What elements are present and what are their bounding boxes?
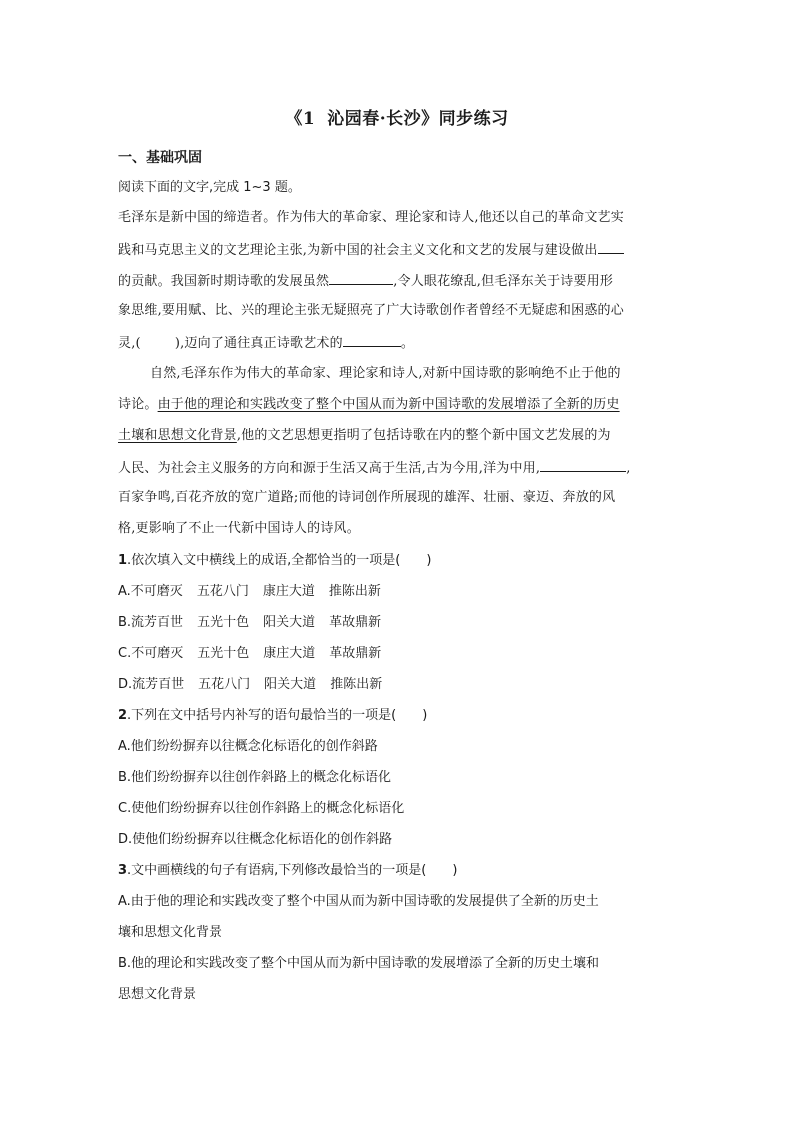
question-text: .下列在文中括号内补写的语句最恰当的一项是( ) <box>127 708 428 723</box>
underlined-sentence: 由于他的理论和实践改变了整个中国从而为新中国诗歌的发展增添了全新的历史 <box>157 397 620 412</box>
option-term: 革故鼎新 <box>329 646 382 661</box>
answer-option[interactable]: D.使他们纷纷摒弃以往概念化标语化的创作斜路 <box>118 832 393 847</box>
passage-line <box>118 332 414 354</box>
passage-line: 百家争鸣,百花齐放的宽广道路;而他的诗词创作所展现的雄浑、壮丽、豪迈、奔放的风 <box>118 490 616 505</box>
answer-option-line[interactable]: A.由于他的理论和实践改变了整个中国从而为新中国诗歌的发展提供了全新的历史土 <box>118 894 599 909</box>
option-term: B.流芳百世 <box>118 615 184 630</box>
passage-line <box>118 270 613 292</box>
passage-text: ),迈向了通往真正诗歌艺术的 <box>174 336 343 351</box>
fill-blank[interactable] <box>598 239 624 254</box>
title-number: 《1 <box>285 109 316 129</box>
passage-text: 灵,( <box>118 336 141 351</box>
answer-option-line[interactable]: 壤和思想文化背景 <box>118 925 223 940</box>
question-stem <box>118 861 457 881</box>
question-text: .文中画横线的句子有语病,下列修改最恰当的一项是( ) <box>127 863 458 878</box>
option-term: A.不可磨灭 <box>118 584 183 599</box>
passage-line: 毛泽东是新中国的缔造者。作为伟大的革命家、理论家和诗人,他还以自己的革命文艺实 <box>118 210 624 225</box>
passage-text: 人民、为社会主义服务的方向和源于生活又高于生活,古为今用,洋为中用, <box>118 461 541 476</box>
passage-text: 的贡献。我国新时期诗歌的发展虽然 <box>118 274 330 289</box>
passage-text: 践和马克思主义的文艺理论主张,为新中国的社会主义文化和文艺的发展与建设做出 <box>118 243 598 258</box>
answer-option[interactable]: C.使他们纷纷摒弃以往创作斜路上的概念化标语化 <box>118 801 405 816</box>
answer-option[interactable]: A.他们纷纷摒弃以往概念化标语化的创作斜路 <box>118 739 378 754</box>
option-term: 推陈出新 <box>328 584 381 599</box>
question-text: .依次填入文中横线上的成语,全都恰当的一项是( ) <box>127 553 432 568</box>
option-term: 阳关大道 <box>264 677 317 692</box>
passage-line <box>118 426 611 446</box>
question-number: 1 <box>118 553 128 568</box>
fill-blank[interactable] <box>540 457 626 472</box>
answer-option[interactable] <box>118 613 381 633</box>
option-term: 阳关大道 <box>263 615 316 630</box>
option-term: 五光十色 <box>197 646 250 661</box>
passage-text: 诗论。 <box>118 397 158 412</box>
question-stem <box>118 706 427 726</box>
option-term: D.流芳百世 <box>118 677 185 692</box>
passage-line <box>118 457 631 479</box>
passage-text: ,令人眼花缭乱,但毛泽东关于诗要用形 <box>393 274 614 289</box>
answer-option[interactable] <box>118 675 382 695</box>
page-title <box>0 104 794 129</box>
passage-text: , <box>626 461 631 476</box>
section-heading: 一、基础巩固 <box>118 150 202 166</box>
underlined-sentence: 土壤和思想文化背景 <box>118 428 237 443</box>
option-term: 五花八门 <box>196 584 249 599</box>
option-term: 康庄大道 <box>262 584 315 599</box>
option-term: 五花八门 <box>198 677 251 692</box>
passage-line <box>118 395 620 415</box>
passage-line: 格,更影响了不止一代新中国诗人的诗风。 <box>118 521 360 536</box>
option-term: 康庄大道 <box>263 646 316 661</box>
passage-line <box>118 239 624 261</box>
instruction: 阅读下面的文字,完成 1~3 题。 <box>118 180 301 195</box>
passage-line: 象思维,要用赋、比、兴的理论主张无疑照亮了广大诗歌创作者曾经不无疑虑和困惑的心 <box>118 303 624 318</box>
fill-blank[interactable] <box>343 332 401 347</box>
question-number: 3 <box>118 863 128 878</box>
passage-text: 。 <box>400 336 415 351</box>
answer-option[interactable] <box>118 582 381 602</box>
answer-option[interactable]: B.他们纷纷摒弃以往创作斜路上的概念化标语化 <box>118 770 392 785</box>
question-stem <box>118 551 431 571</box>
answer-option-line[interactable]: B.他的理论和实践改变了整个中国从而为新中国诗歌的发展增添了全新的历史土壤和 <box>118 956 600 971</box>
title-text: 沁园春·长沙》同步练习 <box>327 109 509 129</box>
answer-option-line[interactable]: 思想文化背景 <box>118 987 197 1002</box>
passage-line: 自然,毛泽东作为伟大的革命家、理论家和诗人,对新中国诗歌的影响绝不止于他的 <box>150 366 621 381</box>
passage-text: ,他的文艺思想更指明了包括诗歌在内的整个新中国文艺发展的为 <box>236 428 611 443</box>
question-number: 2 <box>118 708 128 723</box>
option-term: 推陈出新 <box>330 677 383 692</box>
option-term: C.不可磨灭 <box>118 646 184 661</box>
option-term: 革故鼎新 <box>329 615 382 630</box>
answer-option[interactable] <box>118 644 381 664</box>
fill-blank[interactable] <box>329 270 393 285</box>
option-term: 五光十色 <box>197 615 250 630</box>
